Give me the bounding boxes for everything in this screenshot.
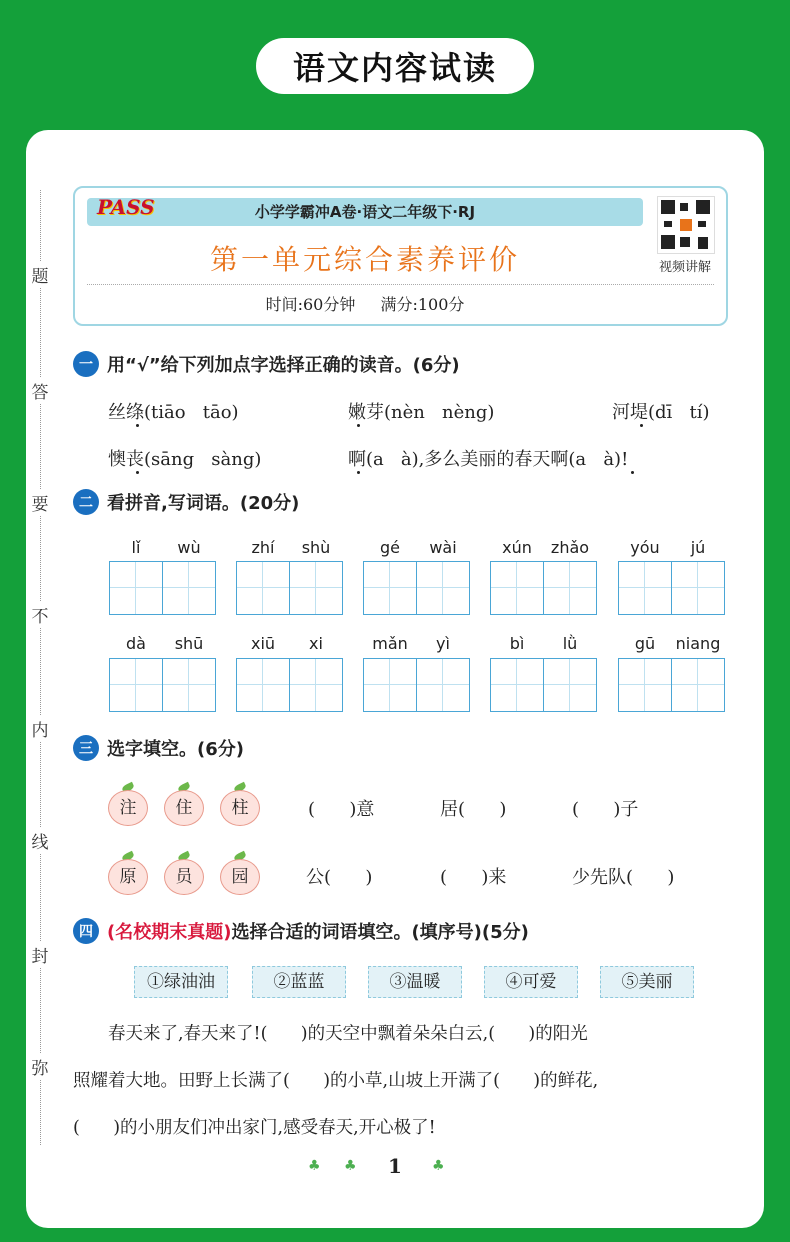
fill-blank[interactable]: ( )意 bbox=[308, 799, 375, 820]
writing-box[interactable] bbox=[236, 658, 290, 712]
writing-box[interactable] bbox=[490, 561, 544, 615]
q1-item: 河堤(dī tí) bbox=[612, 402, 710, 423]
cut-char: 答 bbox=[29, 378, 51, 403]
char-option: 园 bbox=[220, 859, 260, 895]
pinyin-label: dà bbox=[126, 634, 146, 653]
writing-box[interactable] bbox=[671, 561, 725, 615]
pinyin-label: yóu bbox=[630, 538, 660, 557]
pinyin-label: bì bbox=[509, 634, 525, 653]
char-option: 柱 bbox=[220, 790, 260, 826]
pinyin-label: gé bbox=[380, 538, 400, 557]
cut-char: 线 bbox=[29, 828, 51, 853]
section-1-heading bbox=[73, 351, 460, 377]
exam-info bbox=[75, 292, 655, 315]
pinyin-label: lǐ bbox=[131, 538, 141, 557]
pinyin-label: wài bbox=[429, 538, 457, 557]
writing-box[interactable] bbox=[162, 561, 216, 615]
cut-char: 题 bbox=[29, 262, 51, 287]
section-number-badge: 四 bbox=[73, 918, 99, 944]
section-instruction: 用“√”给下列加点字选择正确的读音。(6分) bbox=[107, 355, 460, 376]
pinyin-label: yì bbox=[436, 634, 450, 653]
section-number-badge: 一 bbox=[73, 351, 99, 377]
writing-box[interactable] bbox=[109, 658, 163, 712]
banner-title: 语文内容试读 bbox=[256, 38, 534, 94]
cut-char: 内 bbox=[29, 716, 51, 741]
pinyin-label: xiū bbox=[250, 634, 276, 653]
word-option: ⑤美丽 bbox=[600, 966, 694, 998]
section-instruction: 选字填空。(6分) bbox=[107, 739, 244, 760]
writing-box[interactable] bbox=[416, 561, 470, 615]
sprout-icon: ♣ bbox=[308, 1158, 321, 1174]
fill-blank[interactable]: 公( ) bbox=[306, 867, 373, 888]
pinyin-label: mǎn bbox=[372, 634, 408, 653]
divider bbox=[87, 284, 714, 285]
writing-box[interactable] bbox=[363, 561, 417, 615]
fill-blank[interactable]: ( )来 bbox=[440, 867, 507, 888]
writing-box[interactable] bbox=[671, 658, 725, 712]
pass-logo: PASS bbox=[97, 195, 155, 219]
pinyin-label: xún bbox=[502, 538, 532, 557]
q1-item: 啊(a à),多么美丽的春天啊(a à)! bbox=[348, 449, 629, 470]
full-score: 满分:100分 bbox=[380, 295, 465, 314]
unit-title: 第一单元综合素养评价 bbox=[209, 243, 520, 276]
qr-label: 视频讲解 bbox=[658, 260, 711, 275]
pinyin-label: shù bbox=[301, 538, 331, 557]
passage-line: 照耀着大地。田野上长满了( )的小草,山坡上开满了( )的鲜花, bbox=[73, 1071, 599, 1091]
cut-char: 不 bbox=[29, 602, 51, 627]
char-option: 注 bbox=[108, 790, 148, 826]
section-number-badge: 三 bbox=[73, 735, 99, 761]
word-option: ①绿油油 bbox=[134, 966, 228, 998]
pinyin-label: zhǎo bbox=[550, 538, 590, 557]
writing-box[interactable] bbox=[416, 658, 470, 712]
section-instruction: 选择合适的词语填空。(填序号)(5分) bbox=[231, 922, 529, 943]
q1-item: 懊丧(sāng sàng) bbox=[108, 449, 262, 470]
writing-box[interactable] bbox=[162, 658, 216, 712]
writing-box[interactable] bbox=[543, 561, 597, 615]
qr-code-icon[interactable] bbox=[657, 196, 715, 254]
writing-box[interactable] bbox=[363, 658, 417, 712]
exam-source-tag: (名校期末真题) bbox=[107, 922, 232, 943]
sprout-icon: ♣ bbox=[344, 1158, 357, 1174]
cut-char: 封 bbox=[29, 942, 51, 967]
cut-line bbox=[40, 190, 41, 1145]
writing-box[interactable] bbox=[236, 561, 290, 615]
word-option: ④可爱 bbox=[484, 966, 578, 998]
pinyin-label: wù bbox=[177, 538, 201, 557]
word-option: ③温暖 bbox=[368, 966, 462, 998]
pinyin-label: shū bbox=[174, 634, 204, 653]
q1-item: 嫩芽(nèn nèng) bbox=[348, 402, 495, 423]
section-2-heading bbox=[73, 489, 299, 515]
section-4-heading bbox=[73, 918, 529, 944]
cut-char: 弥 bbox=[29, 1054, 51, 1079]
pinyin-label: lǜ bbox=[562, 634, 578, 653]
pinyin-label: xi bbox=[309, 634, 323, 653]
cut-char: 要 bbox=[29, 490, 51, 515]
section-3-heading bbox=[73, 735, 244, 761]
section-number-badge: 二 bbox=[73, 489, 99, 515]
series-title: 小学学霸冲A卷·语文二年级下·RJ bbox=[254, 203, 476, 221]
page-number: 1 bbox=[388, 1154, 402, 1178]
writing-box[interactable] bbox=[109, 561, 163, 615]
pinyin-label: niang bbox=[675, 634, 721, 653]
fill-blank[interactable]: ( )子 bbox=[572, 799, 639, 820]
writing-box[interactable] bbox=[543, 658, 597, 712]
fill-blank[interactable]: 少先队( ) bbox=[572, 867, 675, 888]
sprout-icon: ♣ bbox=[432, 1158, 445, 1174]
char-option: 住 bbox=[164, 790, 204, 826]
char-option: 原 bbox=[108, 859, 148, 895]
writing-box[interactable] bbox=[618, 658, 672, 712]
pinyin-label: zhí bbox=[251, 538, 275, 557]
writing-box[interactable] bbox=[289, 561, 343, 615]
passage-line: ( )的小朋友们冲出家门,感受春天,开心极了! bbox=[73, 1118, 436, 1138]
section-instruction: 看拼音,写词语。(20分) bbox=[107, 493, 300, 514]
exam-header bbox=[73, 186, 728, 326]
word-option: ②蓝蓝 bbox=[252, 966, 346, 998]
writing-box[interactable] bbox=[289, 658, 343, 712]
char-option: 员 bbox=[164, 859, 204, 895]
time-limit: 时间:60分钟 bbox=[265, 295, 356, 314]
q1-item: 丝绦(tiāo tāo) bbox=[108, 402, 239, 423]
passage-line: 春天来了,春天来了!( )的天空中飘着朵朵白云,( )的阳光 bbox=[108, 1024, 588, 1044]
pinyin-label: gū bbox=[634, 634, 656, 653]
writing-box[interactable] bbox=[618, 561, 672, 615]
fill-blank[interactable]: 居( ) bbox=[440, 799, 507, 820]
pinyin-label: jú bbox=[690, 538, 706, 557]
writing-box[interactable] bbox=[490, 658, 544, 712]
